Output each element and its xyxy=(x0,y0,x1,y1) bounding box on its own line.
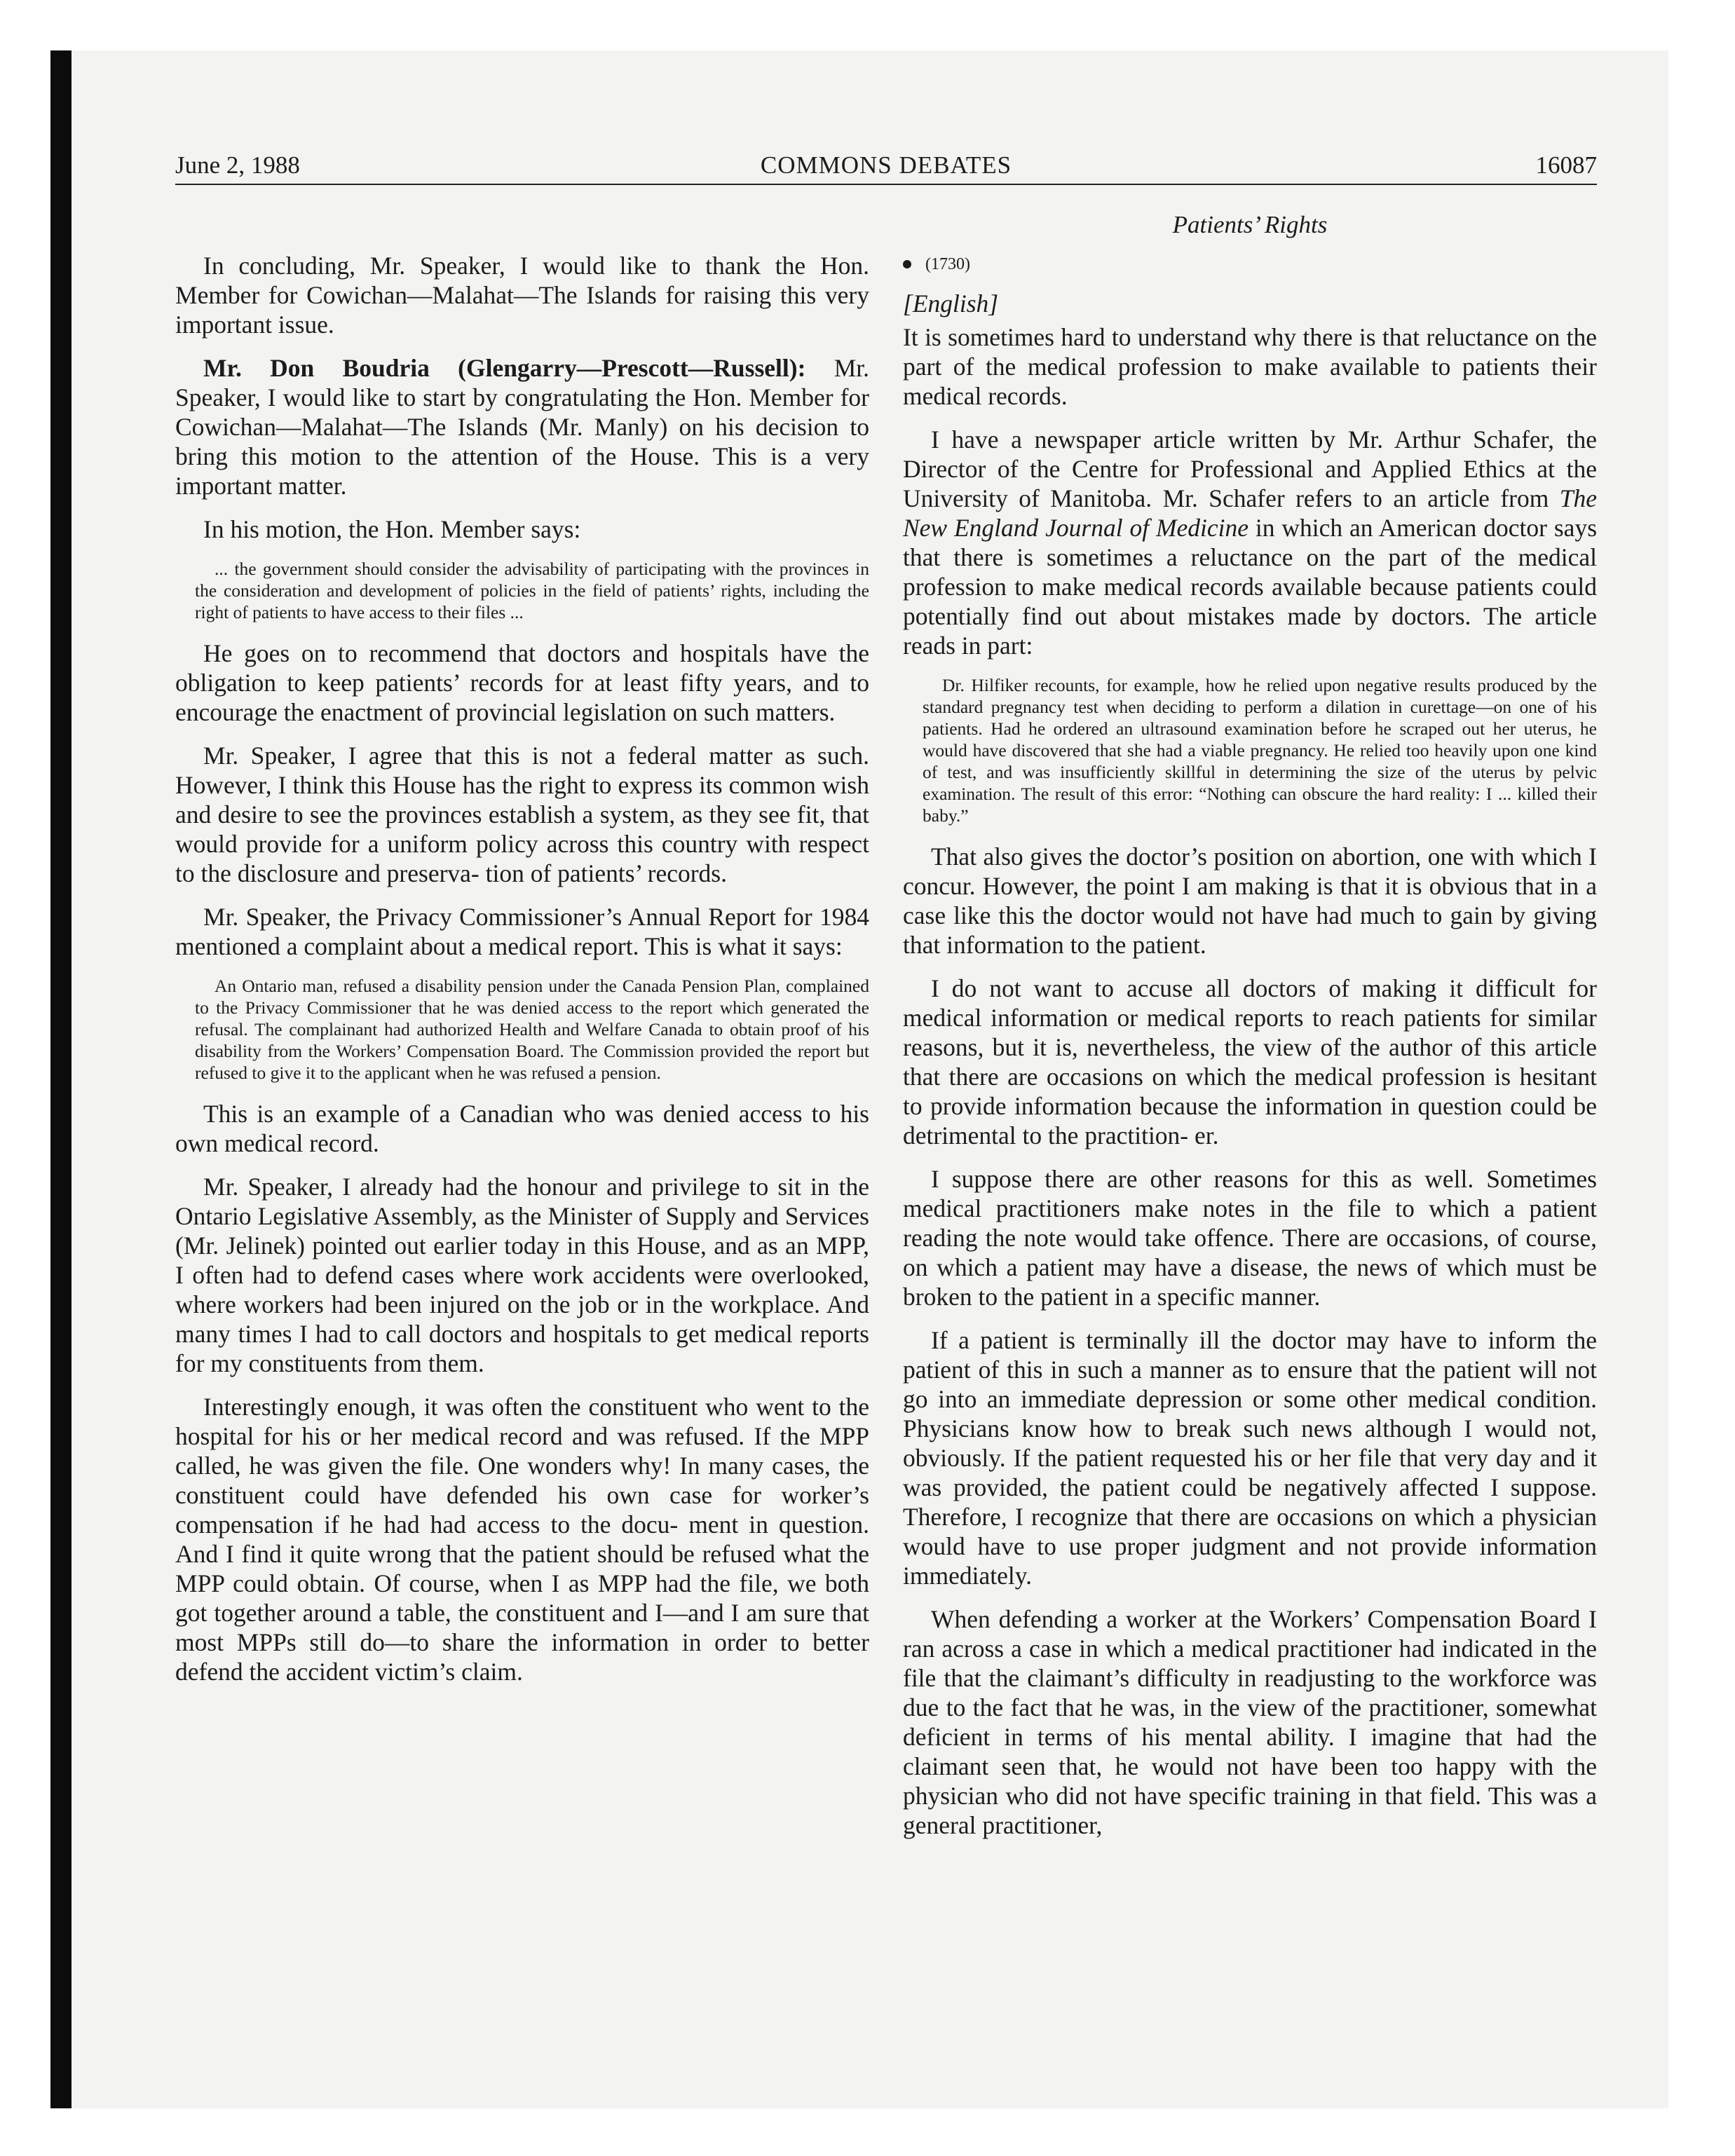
header-rule xyxy=(175,184,1597,185)
paragraph-text: in which an American doctor says that there is sometimes a reluctance on the part of the medical profession to make medical records available because patients could potentially find out about mistakes made by doctors. The article reads in part: xyxy=(903,514,1598,660)
paragraph: When defending a worker at the Workers’ Compensation Board I ran across a case in which a medical practitioner had indicated in the file that the claimant’s difficulty in readjusting to the workforce was due to the fact that he was, in the view of the practitioner, somewhat deficient in terms of his mental ability. I imagine that had the claimant seen that, he would not have been too happy with the physician who did not have specific training in that field. This was a general practitioner, xyxy=(903,1605,1597,1839)
paragraph: Mr. Speaker, the Privacy Commissioner’s Annual Report for 1984 mentioned a complaint about a medical report. This is what it says: xyxy=(175,903,869,960)
journal-title: The New England Journal of Medicine xyxy=(903,484,1597,542)
paragraph: In his motion, the Hon. Member says: xyxy=(203,515,581,543)
paragraph: He goes on to recommend that doctors and hospitals have the obligation to keep patients’ records for at least fifty years, and to encourage the enactment of provincial legislation on such matters. xyxy=(175,639,869,726)
paragraph: I suppose there are other reasons for this as well. Sometimes medical practitioners make notes in the file to which a patient reading the note would take offence. There are occasions, of course, on which a patient may have a disease, the news of which must be broken to the patient in a specific manner. xyxy=(903,1165,1597,1311)
quote-text: ... the government should consider the advisability of participating with the provinces in the consideration and development of policies in the field of patients’ rights, including the right of patients to have access to their files ... xyxy=(195,559,869,622)
header-date: June 2, 1988 xyxy=(175,151,300,179)
paragraph-text: I have a newspaper article written by Mr. Arthur Schafer, the Director of the Centre for Professional and Applied Ethics at the University of Manitoba. Mr. Schafer refers to an article from xyxy=(903,425,1597,512)
quote-text: An Ontario man, refused a disability pension under the Canada Pension Plan, complained to the Privacy Commissioner that he was denied access to the report which generated the refusal. The complainant had authorized Health and Welfare Canada to obtain proof of his disability from the Workers’ Compensation Board. The Commission provided the report but refused to give it to the applicant when he was refused a pension. xyxy=(195,976,869,1083)
header-page-number: 16087 xyxy=(1535,151,1597,179)
paragraph: That also gives the doctor’s position on abortion, one with which I concur. However, the point I am making is that it is obvious that in a case like this the doctor would not have had much to gain by giving that information to the patient. xyxy=(903,842,1597,959)
page-header xyxy=(175,147,1597,184)
block-quote xyxy=(903,674,1597,826)
timestamp xyxy=(903,252,1597,276)
document-page xyxy=(175,147,1597,1942)
quote-text: Dr. Hilfiker recounts, for example, how he relied upon negative results produced by the standard pregnancy test when deciding to perform a dilation in curettage—on one of his patients. Had he ordered an ultrasound examination before he scraped out her uterus, he would have discovered that she had a viable pregnancy. He relied too heavily upon one kind of test, and was insufficiently skillful in determining the size of the uterus by pelvic examination. The result of this error: “Nothing can obscure the hard reality: I ... killed their baby.” xyxy=(923,675,1597,826)
paragraph: I do not want to accuse all doctors of making it difficult for medical information or medical reports to reach patients for similar reasons, but it is, nevertheless, the view of the author of this article that there are occasions on which the medical profession is hesitant to provide information because the information in question could be detrimental to the practition- er. xyxy=(903,974,1597,1149)
paragraph xyxy=(903,425,1597,660)
paragraph-text: Mr. Speaker, I would like to start by congratulating the Hon. Member for Cowichan—Malahat—The Islands (Mr. Manly) on his decision to bring this motion to the attention of the House. This is a very important matter. xyxy=(175,354,870,500)
paragraph: Mr. Speaker, I already had the honour and privilege to sit in the Ontario Legislative Assembly, as the Minister of Supply and Services (Mr. Jelinek) pointed out earlier today in this House, and as an MPP, I often had to defend cases where work accidents were overlooked, where workers had been injured on the job or in the workplace. And many times I had to call doctors and hospitals to get medical reports for my constituents from them. xyxy=(175,1173,869,1377)
paragraph: In concluding, Mr. Speaker, I would like to thank the Hon. Member for Cowichan—Malahat—The Islands for raising this very important issue. xyxy=(175,252,869,339)
left-column xyxy=(175,251,869,1700)
block-quote xyxy=(175,558,869,623)
paragraph xyxy=(175,353,869,500)
bullet-icon xyxy=(903,260,911,268)
paragraph: Mr. Speaker, I agree that this is not a federal matter as such. However, I think this House has the right to express its common wish and desire to see the provinces establish a system, as they see fit, that would provide for a uniform policy across this country with respect to the disclosure and preserva- tion of patients’ records. xyxy=(175,742,869,887)
header-publication: COMMONS DEBATES xyxy=(760,151,1012,179)
paragraph: If a patient is terminally ill the doctor may have to inform the patient of this in such a manner as to ensure that the patient will not go into an immediate depression or some other medical condition. Physicians know how to break such news although I would not, obviously. If the patient requested his or her file that very day and it was provided, the patient could be negatively affected I suppose. Therefore, I recognize that there are occasions on which a physician would have to use proper judgment and not provide information immediately. xyxy=(903,1326,1597,1590)
paragraph: It is sometimes hard to understand why there is that reluctance on the part of the medical profession to make available to patients their medical records. xyxy=(903,323,1597,410)
language-label: [English] xyxy=(903,289,999,318)
section-title: Patients’ Rights xyxy=(1172,211,1328,238)
timestamp-text: (1730) xyxy=(925,255,970,273)
block-quote xyxy=(175,975,869,1084)
paragraph: Interestingly enough, it was often the constituent who went to the hospital for his or her medical record and was refused. If the MPP called, he was given the file. One wonders why! In many cases, the constituent could have defended his own case for worker’s compensation if he had had access to the docu- ment in question. And I find it quite wrong that the patient should be refused what the MPP could obtain. Of course, when I as MPP had the file, we both got together around a table, the constituent and I—and I am sure that most MPPs still do—to share the information in order to better defend the accident victim’s claim. xyxy=(175,1393,869,1686)
scan-left-edge xyxy=(50,50,72,2108)
paragraph: This is an example of a Canadian who was denied access to his own medical record. xyxy=(175,1100,869,1157)
speaker-name: Mr. Don Boudria (Glengarry—Prescott—Russell): xyxy=(203,354,806,382)
right-column xyxy=(903,210,1597,1854)
